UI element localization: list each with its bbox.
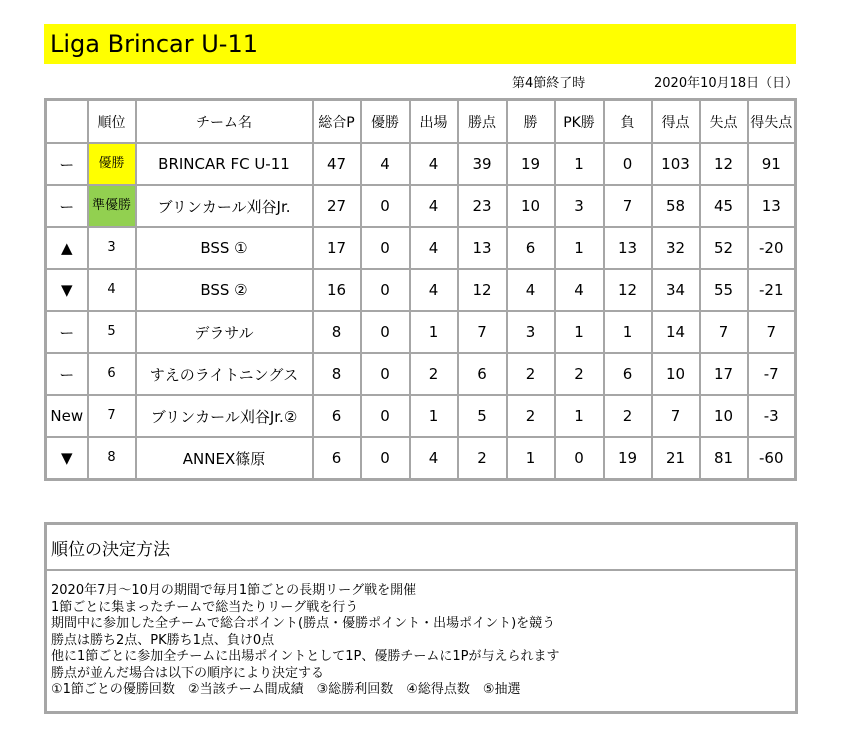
losses: 13 <box>604 227 652 269</box>
goal-difference: -7 <box>748 353 796 395</box>
team-name: BSS ① <box>136 227 313 269</box>
goals-against: 12 <box>700 143 748 185</box>
losses: 2 <box>604 395 652 437</box>
method-line: 勝点が並んだ場合は以下の順序により決定する <box>51 665 325 681</box>
wins: 3 <box>507 311 555 353</box>
movement-indicator: ー <box>46 353 88 395</box>
pk-wins: 0 <box>555 437 604 480</box>
col-header-goals-against: 失点 <box>700 100 748 144</box>
appearances: 1 <box>410 311 458 353</box>
wins: 6 <box>507 227 555 269</box>
title-count: 0 <box>361 227 410 269</box>
goals-for: 58 <box>652 185 700 227</box>
goals-against: 17 <box>700 353 748 395</box>
col-header-goal-diff: 得失点 <box>748 100 796 144</box>
method-title-bar <box>47 525 795 571</box>
goals-for: 34 <box>652 269 700 311</box>
movement-indicator: ー <box>46 311 88 353</box>
rank-label: 3 <box>107 240 116 255</box>
pk-wins: 1 <box>555 227 604 269</box>
col-header-points: 勝点 <box>458 100 507 144</box>
pk-wins: 1 <box>555 311 604 353</box>
title-bar <box>44 24 796 64</box>
movement-indicator: ▲ <box>46 227 88 269</box>
method-line: 2020年7月～10月の期間で毎月1節ごとの長期リーグ戦を開催 <box>51 583 417 598</box>
col-header-rank: 順位 <box>88 100 136 144</box>
team-name: デラサル <box>136 311 313 353</box>
league-points: 2 <box>458 437 507 480</box>
league-points: 6 <box>458 353 507 395</box>
pk-wins: 1 <box>555 143 604 185</box>
goals-for: 103 <box>652 143 700 185</box>
league-points: 7 <box>458 311 507 353</box>
rank-label: 優勝 <box>98 156 125 171</box>
goals-against: 52 <box>700 227 748 269</box>
appearances: 4 <box>410 185 458 227</box>
table-row <box>46 269 796 311</box>
movement-indicator: ー <box>46 185 88 227</box>
table-row <box>46 227 796 269</box>
goals-for: 7 <box>652 395 700 437</box>
total-points: 6 <box>313 395 361 437</box>
title-count: 0 <box>361 185 410 227</box>
wins: 1 <box>507 437 555 480</box>
goals-against: 45 <box>700 185 748 227</box>
rank-label: 6 <box>107 366 116 381</box>
total-points: 6 <box>313 437 361 480</box>
rank-cell <box>88 227 136 269</box>
league-points: 12 <box>458 269 507 311</box>
col-header-wins: 勝 <box>507 100 555 144</box>
goal-difference: -21 <box>748 269 796 311</box>
rank-cell <box>88 185 136 227</box>
method-line: 勝点は勝ち2点、PK勝ち1点、負け0点 <box>51 632 275 648</box>
title-count: 0 <box>361 353 410 395</box>
goal-difference: 7 <box>748 311 796 353</box>
rank-label: 8 <box>107 450 116 465</box>
goal-difference: 91 <box>748 143 796 185</box>
total-points: 17 <box>313 227 361 269</box>
goal-difference: -3 <box>748 395 796 437</box>
method-lines <box>51 583 560 699</box>
movement-indicator: ▼ <box>46 269 88 311</box>
col-header-pk-wins: PK勝 <box>555 100 604 144</box>
rank-label: 4 <box>107 282 116 297</box>
table-row <box>46 311 796 353</box>
col-header-move <box>46 100 88 144</box>
title-count: 0 <box>361 395 410 437</box>
league-points: 13 <box>458 227 507 269</box>
pk-wins: 1 <box>555 395 604 437</box>
total-points: 8 <box>313 311 361 353</box>
goals-for: 21 <box>652 437 700 480</box>
losses: 1 <box>604 311 652 353</box>
goal-difference: -60 <box>748 437 796 480</box>
rank-cell <box>88 353 136 395</box>
title-count: 4 <box>361 143 410 185</box>
goals-against: 7 <box>700 311 748 353</box>
col-header-titles: 優勝 <box>361 100 410 144</box>
movement-indicator: New <box>46 395 88 437</box>
losses: 0 <box>604 143 652 185</box>
method-line: 1節ごとに集まったチームで総当たりリーグ戦を行う <box>51 599 359 615</box>
title-count: 0 <box>361 269 410 311</box>
col-header-apps: 出場 <box>410 100 458 144</box>
header-row <box>46 100 796 144</box>
team-name: ANNEX篠原 <box>136 437 313 480</box>
goals-for: 10 <box>652 353 700 395</box>
appearances: 4 <box>410 269 458 311</box>
rank-label: 準優勝 <box>91 198 131 213</box>
col-header-total: 総合P <box>313 100 361 144</box>
table-row <box>46 395 796 437</box>
losses: 6 <box>604 353 652 395</box>
table-row <box>46 437 796 480</box>
table-row <box>46 185 796 227</box>
appearances: 2 <box>410 353 458 395</box>
total-points: 47 <box>313 143 361 185</box>
method-line: 他に1節ごとに参加全チームに出場ポイントとして1P、優勝チームに1Pが与えられます <box>51 649 560 664</box>
page-title: Liga Brincar U-11 <box>50 30 258 58</box>
rank-cell <box>88 269 136 311</box>
pk-wins: 3 <box>555 185 604 227</box>
team-name: BRINCAR FC U-11 <box>136 143 313 185</box>
rank-label: 5 <box>107 324 116 339</box>
appearances: 4 <box>410 227 458 269</box>
col-header-team: チーム名 <box>136 100 313 144</box>
team-name: ブリンカール刈谷Jr.② <box>136 395 313 437</box>
wins: 2 <box>507 353 555 395</box>
losses: 12 <box>604 269 652 311</box>
rank-cell <box>88 437 136 480</box>
round-label: 第4節終了時 <box>512 76 586 91</box>
team-name: すえのライトニングス <box>136 353 313 395</box>
team-name: BSS ② <box>136 269 313 311</box>
appearances: 4 <box>410 437 458 480</box>
method-line: ①1節ごとの優勝回数 ②当該チーム間成績 ③総勝利回数 ④総得点数 ⑤抽選 <box>51 682 521 697</box>
standings-table <box>44 98 797 481</box>
total-points: 27 <box>313 185 361 227</box>
losses: 7 <box>604 185 652 227</box>
rank-cell <box>88 143 136 185</box>
table-row <box>46 143 796 185</box>
goals-for: 32 <box>652 227 700 269</box>
goal-difference: 13 <box>748 185 796 227</box>
goals-against: 81 <box>700 437 748 480</box>
movement-indicator: ー <box>46 143 88 185</box>
pk-wins: 2 <box>555 353 604 395</box>
ranking-method-box <box>44 522 798 714</box>
movement-indicator: ▼ <box>46 437 88 480</box>
goals-for: 14 <box>652 311 700 353</box>
wins: 10 <box>507 185 555 227</box>
table-row <box>46 353 796 395</box>
wins: 19 <box>507 143 555 185</box>
rank-cell <box>88 311 136 353</box>
appearances: 4 <box>410 143 458 185</box>
method-title: 順位の決定方法 <box>51 540 170 560</box>
losses: 19 <box>604 437 652 480</box>
title-count: 0 <box>361 311 410 353</box>
wins: 2 <box>507 395 555 437</box>
date-label: 2020年10月18日（日） <box>654 76 799 91</box>
league-points: 23 <box>458 185 507 227</box>
pk-wins: 4 <box>555 269 604 311</box>
league-points: 39 <box>458 143 507 185</box>
goals-against: 10 <box>700 395 748 437</box>
team-name: ブリンカール刈谷Jr. <box>136 185 313 227</box>
appearances: 1 <box>410 395 458 437</box>
total-points: 8 <box>313 353 361 395</box>
rank-cell <box>88 395 136 437</box>
goal-difference: -20 <box>748 227 796 269</box>
method-line: 期間中に参加した全チームで総合ポイント(勝点・優勝ポイント・出場ポイント)を競う <box>51 616 556 631</box>
col-header-goals-for: 得点 <box>652 100 700 144</box>
league-points: 5 <box>458 395 507 437</box>
title-count: 0 <box>361 437 410 480</box>
goals-against: 55 <box>700 269 748 311</box>
col-header-losses: 負 <box>604 100 652 144</box>
rank-label: 7 <box>107 408 116 423</box>
wins: 4 <box>507 269 555 311</box>
total-points: 16 <box>313 269 361 311</box>
